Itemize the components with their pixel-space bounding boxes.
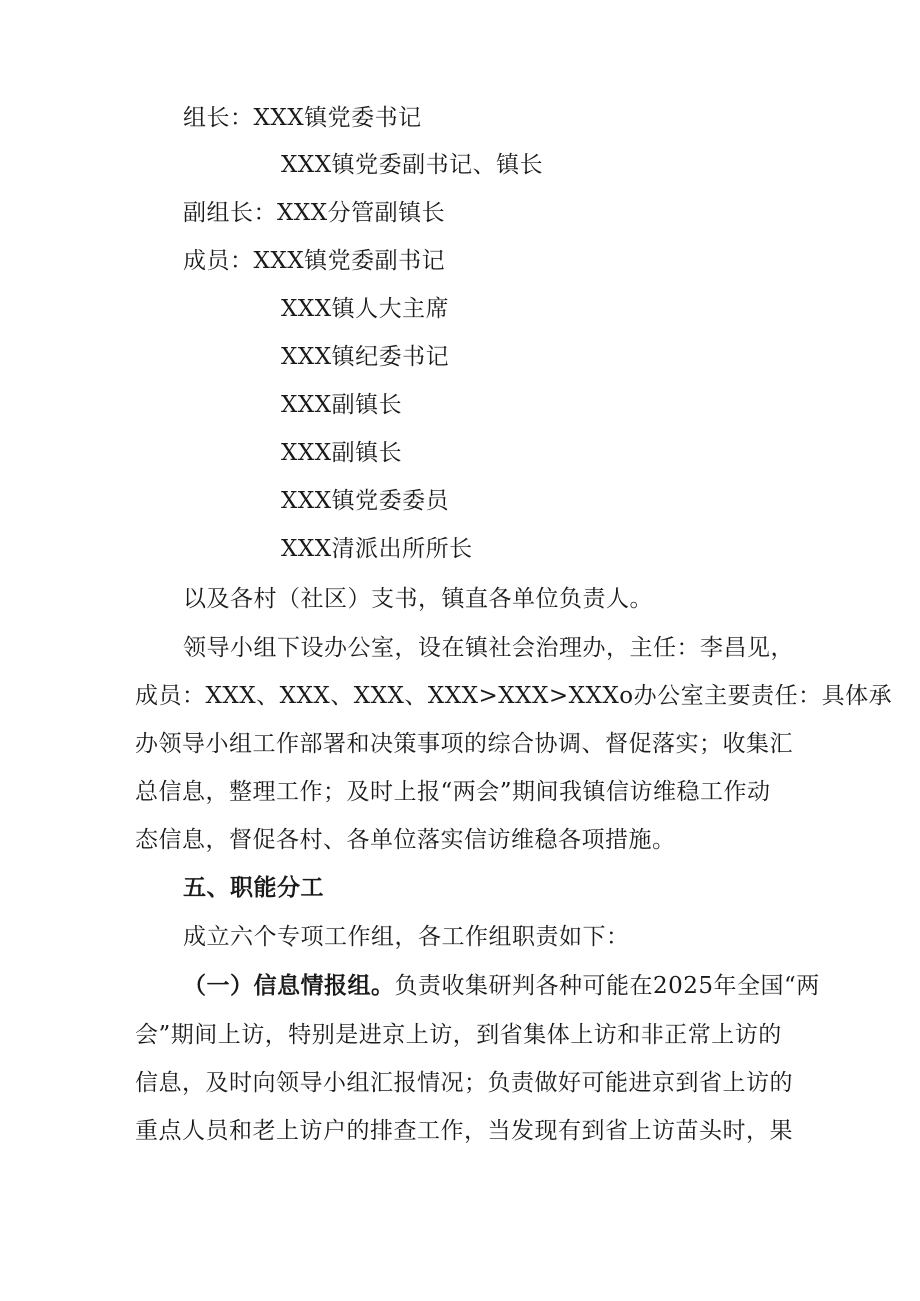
office-paragraph-line: 总信息，整理工作；及时上报“两会”期间我镇信访维稳工作动 bbox=[135, 779, 771, 805]
deputy-label: 副组长： bbox=[183, 200, 277, 226]
office-paragraph-line: 办领导小组工作部署和决策事项的综合协调、督促落实；收集汇 bbox=[135, 731, 793, 757]
members-label: 成员： bbox=[183, 248, 254, 274]
office-paragraph-line: 成员：XXX、XXX、XXX、XXX>XXX>XXXo办公室主要责任：具体承 bbox=[135, 683, 893, 709]
members-line bbox=[183, 246, 445, 276]
group-one-line: 会”期间上访，特别是进京上访，到省集体上访和非正常上访的 bbox=[135, 1022, 782, 1048]
member-item: XXX镇人大主席 bbox=[281, 296, 450, 322]
deputy-line bbox=[183, 198, 445, 228]
leader-label: 组长： bbox=[183, 105, 254, 131]
office-paragraph-line: 领导小组下设办公室，设在镇社会治理办，主任：李昌见， bbox=[183, 635, 794, 661]
member-item: XXX清派出所所长 bbox=[281, 536, 473, 562]
member-item: XXX镇党委委员 bbox=[281, 488, 450, 514]
group-one-text: 负责收集研判各种可能在2025年全国“两 bbox=[394, 973, 820, 999]
member-item: XXX副镇长 bbox=[281, 392, 403, 418]
leader-name-1: XXX镇党委书记 bbox=[253, 105, 422, 131]
deputy-name: XXX分管副镇长 bbox=[277, 200, 446, 226]
group-one-first-line bbox=[183, 971, 820, 1001]
member-item: XXX镇纪委书记 bbox=[281, 344, 450, 370]
member-item: XXX副镇长 bbox=[281, 440, 403, 466]
section-intro: 成立六个专项工作组，各工作组职责如下： bbox=[183, 924, 630, 950]
group-one-line: 重点人员和老上访户的排查工作，当发现有到省上访苗头时，果 bbox=[135, 1118, 793, 1144]
member-item: XXX镇党委副书记 bbox=[253, 248, 446, 274]
section-heading: 五、职能分工 bbox=[183, 875, 324, 901]
group-one-line: 信息，及时向领导小组汇报情况；负责做好可能进京到省上访的 bbox=[135, 1070, 793, 1096]
also-line: 以及各村（社区）支书，镇直各单位负责人。 bbox=[183, 586, 653, 612]
leader-line bbox=[183, 103, 422, 133]
group-one-title: （一）信息情报组。 bbox=[183, 973, 395, 999]
leader-name-2: XXX镇党委副书记、镇长 bbox=[281, 152, 544, 178]
office-paragraph-line: 态信息，督促各村、各单位落实信访维稳各项措施。 bbox=[135, 827, 676, 853]
